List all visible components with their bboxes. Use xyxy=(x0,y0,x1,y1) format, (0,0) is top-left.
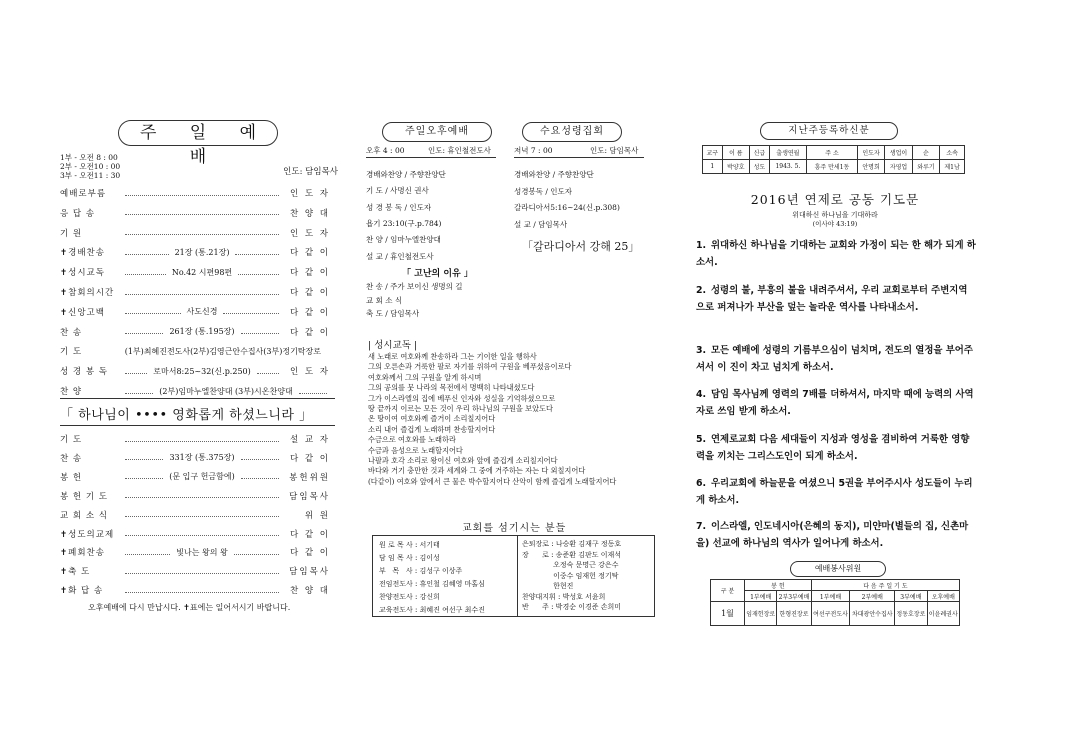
afternoon-leader: 인도: 휴인철전도사 xyxy=(428,146,491,155)
prayer-text: 담임 목사님께 영력의 7배를 더하셔서, 마지막 때에 능력의 사역자로 쓰임 받게 하소서. xyxy=(696,389,974,417)
new-members-title: 지난주등록하신분 xyxy=(760,122,898,140)
prayer-number: 1. xyxy=(696,240,707,251)
duty-head-category: 구 분 xyxy=(711,580,745,602)
table-subheader-cell: 오후예배 xyxy=(927,591,959,602)
afternoon-wednesday-column xyxy=(362,0,662,756)
staff-line: 한현진 xyxy=(522,582,574,590)
order-person: 다 같 이 xyxy=(289,548,330,559)
afternoon-time: 오후 4 : 00 xyxy=(366,146,405,155)
dotted-leader xyxy=(238,274,279,275)
sermon-title: 「 하나님이 •••• 영화롭게 하셨느니라 」 xyxy=(60,408,313,423)
dotted-leader xyxy=(125,592,279,593)
service-leader: 인도: 담임목사 xyxy=(283,167,338,177)
order-person: 다 같 이 xyxy=(289,288,330,298)
worship-order-row xyxy=(60,545,330,559)
order-label: ✝경배찬송 xyxy=(60,248,105,259)
table-cell: 1943. 5. xyxy=(769,160,806,174)
order-person: 인 도 자 xyxy=(289,367,331,378)
table-cell: 1 xyxy=(703,160,723,174)
table-header-cell: 인도자 xyxy=(857,146,884,160)
news-prayer-column xyxy=(690,0,980,756)
prayer-number: 2. xyxy=(696,285,707,296)
sermon-top-rule xyxy=(60,398,335,399)
table-cell: 와루기 xyxy=(912,160,939,174)
worship-order-row xyxy=(60,245,330,259)
prayer-text: 이스라엘, 인도네시아(은혜의 동지), 미얀마(별들의 집, 신촌마을) 선교에 하나님의 역사가 일어나게 하소서. xyxy=(696,521,969,549)
sermon-bottom-rule xyxy=(60,425,335,426)
order-line: 경배와찬양 / 주향찬양단 xyxy=(366,170,446,179)
dotted-leader xyxy=(125,535,279,536)
order-line: 축 도 / 담임목사 xyxy=(366,309,420,318)
dotted-leader xyxy=(223,313,279,314)
dotted-leader xyxy=(241,478,279,479)
table-header-row xyxy=(711,580,960,591)
prayer-text: 우리교회에 하늘문을 여셨으니 5권을 부어주시사 성도들이 누리게 하소서. xyxy=(696,478,973,506)
order-label: ✝폐회찬송 xyxy=(60,548,105,559)
wednesday-service-title: 수요성령집회 xyxy=(522,122,622,142)
staff-line: 오정숙 문명근 강은수 xyxy=(522,561,619,569)
prayer-verse: (이사야 43:19) xyxy=(812,220,858,228)
reading-line: 나팔과 호각 소리로 왕이신 여호와 앞에 즐겁게 소리칠지어다 xyxy=(368,456,558,466)
order-detail: No.42 시편98편 xyxy=(171,267,233,277)
prayer-item xyxy=(696,386,976,420)
dotted-leader xyxy=(257,373,279,374)
wednesday-leader: 인도: 담임목사 xyxy=(590,146,639,155)
order-person: 다 같 이 xyxy=(289,307,331,318)
new-members-table xyxy=(702,145,965,174)
dotted-leader xyxy=(125,313,181,314)
dotted-leader xyxy=(125,274,166,275)
duty-head-prayer: 다 음 주 일 기 도 xyxy=(811,580,959,591)
table-subheader-cell: 2부3부예배 xyxy=(777,591,811,602)
reading-line: 땅 끝까지 이르는 모든 것이 우리 하나님의 구원을 보았도다 xyxy=(368,404,553,414)
table-subheader-cell: 3부예배 xyxy=(895,591,927,602)
dotted-leader xyxy=(125,478,163,479)
order-person: 다 같 이 xyxy=(289,268,330,279)
order-label: 기 도 xyxy=(60,435,83,445)
order-line: 성 경 봉 독 / 인도자 xyxy=(366,202,432,212)
worship-order-row xyxy=(60,285,330,299)
worship-order-row xyxy=(60,583,330,597)
table-header-cell: 순 xyxy=(912,146,939,160)
staff-left xyxy=(379,539,485,617)
order-person: 다 같 이 xyxy=(289,529,330,540)
afternoon-sermon-title: 「 고난의 이유 」 xyxy=(402,269,473,279)
sunday-service-title: 주 일 예 배 xyxy=(118,120,278,146)
table-cell: 임재헌장로 xyxy=(745,602,777,626)
dotted-leader xyxy=(299,393,327,394)
table-cell: 제1남 xyxy=(940,160,965,174)
worship-order-row xyxy=(60,451,330,465)
worship-order-row xyxy=(60,564,330,578)
staff-line: 담 임 목 사 : 김이성 xyxy=(379,554,440,562)
order-label: 찬 송 xyxy=(60,453,83,464)
afternoon-rule xyxy=(366,157,496,158)
order-detail: 261장 (통.195장) xyxy=(169,327,235,337)
prayer-item xyxy=(696,342,976,376)
order-label: ✝축 도 xyxy=(60,567,91,578)
dotted-leader xyxy=(125,459,163,460)
prayer-text: 연제로교회 다음 세대들이 지성과 영성을 겸비하여 거룩한 영향력을 끼치는 그리스도인이 되게 하소서. xyxy=(696,434,970,462)
duty-head-offering: 봉 헌 xyxy=(745,580,812,591)
dotted-leader xyxy=(234,554,279,555)
order-person: 설 교 자 xyxy=(289,435,330,445)
table-header-cell: 생업이 xyxy=(885,146,912,160)
wednesday-rule xyxy=(514,157,644,158)
dotted-leader xyxy=(125,333,163,334)
worship-order-row xyxy=(60,206,330,220)
worship-order-row xyxy=(60,470,330,484)
table-subheader-cell: 1부예배 xyxy=(811,591,850,602)
order-label: 찬 송 xyxy=(60,327,83,338)
table-row xyxy=(711,602,960,626)
reading-line: 그가 이스라엘의 집에 베푸신 인자와 성실을 기억하셨으므로 xyxy=(368,393,556,403)
order-person: 담임목사 xyxy=(289,567,330,578)
dotted-leader xyxy=(125,554,170,555)
table-cell: 성도 xyxy=(750,160,770,174)
staff-line: 은퇴장로 : 나승환 김재구 정동호 xyxy=(522,540,622,548)
reading-line: 그의 공의를 뭇 나라의 목전에서 명백히 나타내셨도다 xyxy=(368,383,535,393)
reading-line: 그의 오른손과 거룩한 팔로 자기를 위하여 구원을 베푸셨음이로다 xyxy=(368,362,572,372)
table-row xyxy=(703,160,965,174)
order-label: 봉 헌 기 도 xyxy=(60,491,108,502)
worship-order-row xyxy=(60,527,330,541)
dotted-leader xyxy=(125,294,279,295)
staff-right xyxy=(522,539,621,613)
reading-line: 수금으로 여호와를 노래하라 xyxy=(368,435,456,445)
worship-order-row xyxy=(60,226,330,240)
dotted-leader xyxy=(241,333,279,334)
service-time: 2부 - 오전10 : 00 xyxy=(60,162,121,171)
order-line: 갈라디아서5:16~24(신.p.308) xyxy=(514,203,620,212)
table-cell: 박양호 xyxy=(722,160,749,174)
prayer-item xyxy=(696,282,976,316)
order-label: 성 경 봉 독 xyxy=(60,367,108,378)
order-detail: (문 입구 헌금함에) xyxy=(169,472,235,482)
prayer-number: 4. xyxy=(696,389,707,400)
duty-table xyxy=(710,579,960,626)
service-footnote: 오후예배에 다시 만납시다. ✝표에는 일어서시기 바랍니다. xyxy=(88,603,291,612)
table-cell: 차대광안수집사 xyxy=(850,602,895,626)
table-header-row xyxy=(703,146,965,160)
staff-box xyxy=(372,535,655,617)
staff-line: 교육전도사 : 최혜진 여선구 최수진 xyxy=(379,606,485,614)
duty-month: 1월 xyxy=(711,602,745,626)
staff-line: 부 목 사 : 김성구 이상주 xyxy=(379,567,463,575)
worship-order-row xyxy=(60,265,330,279)
table-cell: 흥주 만세1동 xyxy=(807,160,858,174)
dotted-leader xyxy=(125,497,279,498)
staff-line: 이중수 임재헌 정기탁 xyxy=(522,571,619,580)
order-person: 담임목사 xyxy=(289,491,330,502)
service-times xyxy=(60,153,120,180)
order-person: 봉헌위원 xyxy=(289,472,330,483)
order-label: 응 답 송 xyxy=(60,208,96,219)
worship-order-row xyxy=(60,305,330,319)
wednesday-sermon-title: 「갈라디아서 강해 25」 xyxy=(522,240,640,253)
order-line: 교 회 소 식 xyxy=(366,295,403,305)
order-person: 위 원 xyxy=(304,510,330,521)
order-detail: 빛나는 왕의 왕 xyxy=(176,547,228,557)
dotted-leader xyxy=(125,373,147,374)
table-header-cell: 출생연월 xyxy=(769,146,806,160)
worship-order-row xyxy=(60,364,330,378)
order-person: 인 도 자 xyxy=(289,228,330,239)
order-detail: 331장 (통.375장) xyxy=(169,453,235,463)
worship-order-row xyxy=(60,432,330,446)
duty-title: 예배봉사위원 xyxy=(790,561,886,577)
dotted-leader xyxy=(125,214,279,215)
prayer-number: 5. xyxy=(696,434,707,445)
order-person: 찬 양 대 xyxy=(289,586,330,597)
order-line: 경배와찬양 / 주향찬양단 xyxy=(514,170,594,179)
prayer-item xyxy=(696,518,976,552)
order-label: ✝신앙고백 xyxy=(60,307,105,318)
prayer-text: 위대하신 하나님을 기대하는 교회와 가정이 되는 한 해가 되게 하소서. xyxy=(696,240,976,268)
worship-order-row xyxy=(60,384,330,398)
table-subheader-cell: 2부예배 xyxy=(850,591,895,602)
staff-title: 교회를 섬기시는 분들 xyxy=(462,523,567,534)
order-person: 다 같 이 xyxy=(289,327,330,338)
order-detail: (2부)임마누엘찬양대 (3부)시온찬양대 xyxy=(159,386,293,396)
order-detail: 로마서8:25~32(신.p.250) xyxy=(153,366,251,376)
prayer-subtitle: 위대하신 하나님을 기대하라 xyxy=(792,211,878,219)
order-line: 찬 양 / 임마누엘찬양대 xyxy=(366,235,441,245)
staff-line: 전임전도사 : 휴인철 김혜영 마홀심 xyxy=(379,580,485,588)
prayer-item xyxy=(696,431,976,465)
table-subheader-cell: 1부예배 xyxy=(745,591,777,602)
order-line: 찬 송 / 주가 보이신 생명의 길 xyxy=(366,282,463,291)
wednesday-time: 저녁 7 : 00 xyxy=(514,146,553,155)
order-label: ✝성도의교제 xyxy=(60,529,115,540)
dotted-leader xyxy=(125,573,279,574)
worship-order-row xyxy=(60,325,330,339)
prayer-text: 성령의 불, 부흥의 불을 내려주셔서, 우리 교회로부터 주변지역으로 퍼져나가 부산을 덮는 놀라운 역사를 나타내소서. xyxy=(696,285,968,313)
prayer-item xyxy=(696,475,976,509)
sunday-service-column xyxy=(56,0,346,756)
order-person: 인 도 자 xyxy=(289,189,330,199)
prayer-title: 2016년 연제로 공동 기도문 xyxy=(750,192,920,207)
prayer-number: 7. xyxy=(696,521,707,532)
order-label: 예배로부름 xyxy=(60,189,107,199)
staff-line: 찬양대지휘 : 박성호 서윤희 xyxy=(522,592,606,601)
prayer-number: 3. xyxy=(696,345,707,356)
table-cell: 안명희 xyxy=(857,160,884,174)
reading-line: 온 땅이여 여호와께 즐거이 소리칠지어다 xyxy=(368,414,496,424)
order-person: 다 같 이 xyxy=(289,248,330,259)
dotted-leader xyxy=(125,393,153,394)
table-cell: 자영업 xyxy=(885,160,912,174)
afternoon-service-title: 주일오후예배 xyxy=(382,122,492,142)
order-label: 교 회 소 식 xyxy=(60,510,108,521)
order-detail: 사도신경 xyxy=(186,307,218,317)
order-label: 봉 헌 xyxy=(60,472,83,483)
dotted-leader xyxy=(125,195,279,196)
order-line: 욥기 23:10(구.p.784) xyxy=(366,218,442,228)
dotted-leader xyxy=(125,441,279,442)
order-line: 기 도 / 사명신 권사 xyxy=(366,186,429,196)
dotted-leader xyxy=(235,254,279,255)
worship-order-row xyxy=(60,186,330,200)
table-cell: 한형진장로 xyxy=(777,602,811,626)
staff-line: 찬양전도사 : 강신희 xyxy=(379,593,440,601)
prayer-item xyxy=(696,237,976,271)
table-cell: 이윤례권사 xyxy=(927,602,959,626)
table-header-cell: 신급 xyxy=(750,146,770,160)
order-person: 찬 양 대 xyxy=(289,208,330,219)
order-label: 기 원 xyxy=(60,228,83,239)
dotted-leader xyxy=(125,234,279,235)
staff-line: 반 주 : 박경순 이경준 손희미 xyxy=(522,603,621,611)
reading-line: 수금과 음성으로 노래할지어다 xyxy=(368,445,463,455)
table-header-cell: 소속 xyxy=(940,146,965,160)
prayer-text: 모든 예배에 성령의 기름부으심이 넘치며, 전도의 열정을 부어주셔서 이 진이 차고 넘치게 하소서. xyxy=(696,345,973,373)
order-person: 다 같 이 xyxy=(289,453,330,464)
reading-line: 소리 내어 즐겁게 노래하며 찬송할지어다 xyxy=(368,424,496,434)
table-header-cell: 주 소 xyxy=(807,146,858,160)
worship-order-row xyxy=(60,508,330,522)
order-label: 기 도 xyxy=(60,347,83,358)
order-label: ✝성시교독 xyxy=(60,268,105,279)
responsive-reading-title: | 성시교독 | xyxy=(368,340,418,351)
order-label: ✝화 답 송 xyxy=(60,586,104,597)
table-cell: 정동호장로 xyxy=(895,602,927,626)
dotted-leader xyxy=(125,254,169,255)
table-subheader-row xyxy=(711,591,960,602)
order-line: 설 교 / 휴인철전도사 xyxy=(366,251,434,261)
prayer-number: 6. xyxy=(696,478,707,489)
order-label: ✝참회의시간 xyxy=(60,288,115,298)
reading-line: (다같이) 여호와 앞에서 큰 물은 박수할지어다 산악이 함께 즐겁게 노래할지어다 xyxy=(368,476,617,486)
reading-line: 여호와께서 그의 구원을 알게 하시며 xyxy=(368,372,482,382)
order-line: 설 교 / 담임목사 xyxy=(514,219,568,229)
worship-order-row xyxy=(60,489,330,503)
table-header-cell: 이 름 xyxy=(722,146,749,160)
order-label: 찬 양 xyxy=(60,387,83,397)
order-detail: (1부)최혜진전도사(2부)김영근안수집사(3부)정기탁장로 xyxy=(124,346,321,356)
staff-line: 원 로 목 사 : 서기태 xyxy=(379,541,440,549)
service-time: 3부 - 오전11 : 30 xyxy=(60,171,121,180)
dotted-leader xyxy=(241,459,279,460)
order-line: 성경봉독 / 인도자 xyxy=(514,186,573,196)
responsive-reading-text xyxy=(368,352,668,487)
order-detail: 21장 (통.21장) xyxy=(174,247,230,257)
service-time: 1부 - 오전 8 : 00 xyxy=(60,153,118,162)
table-header-cell: 교구 xyxy=(703,146,723,160)
worship-order-row xyxy=(60,344,330,358)
staff-divider xyxy=(517,536,518,616)
staff-line: 장 로 : 송준환 김판도 이재석 xyxy=(522,550,621,559)
table-cell: 여선구전도사 xyxy=(811,602,850,626)
reading-line: 새 노래로 여호와께 찬송하라 그는 기이한 일을 행하사 xyxy=(368,352,537,361)
dotted-leader xyxy=(125,516,279,517)
reading-line: 바다와 거기 충만한 것과 세계와 그 중에 거주하는 자는 다 외칠지어다 xyxy=(368,466,586,476)
